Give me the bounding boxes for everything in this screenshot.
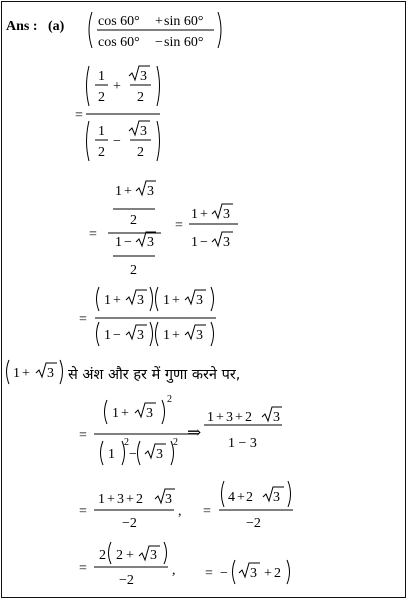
minus-sign: − — [113, 134, 121, 149]
equals-sign: = — [89, 227, 97, 242]
numerator-sin: sin 60° — [164, 14, 204, 29]
sqrt-radicand: 3 — [223, 207, 230, 222]
equals-sign: = — [79, 561, 87, 576]
sqrt-radicand: 3 — [250, 566, 257, 581]
paren-right — [150, 287, 153, 311]
minus-sign: − — [200, 235, 208, 250]
half-numerator: 1 — [98, 124, 105, 139]
sqrt-radicand: 3 — [196, 293, 203, 308]
implies-arrow: ⇒ — [187, 423, 202, 442]
one: 1 — [207, 410, 214, 425]
plus-sign: + — [107, 492, 115, 507]
paren-right — [218, 12, 221, 48]
sqrt-radicand: 3 — [137, 293, 144, 308]
minus-sign: − — [220, 566, 228, 581]
two: 2 — [136, 492, 143, 507]
numerator-plus: + — [155, 14, 163, 29]
comma: , — [178, 504, 182, 519]
two: 2 — [274, 566, 281, 581]
sqrt-radicand: 3 — [223, 235, 230, 250]
paren-right — [211, 322, 214, 346]
equals-sign: = — [203, 504, 211, 519]
sqrt-radicand: 3 — [47, 366, 54, 381]
exponent: 2 — [167, 394, 172, 405]
three: 3 — [226, 410, 233, 425]
sqrt-radicand: 3 — [273, 490, 280, 505]
sqrt-radicand: 3 — [156, 447, 163, 462]
two: 2 — [246, 490, 253, 505]
plus-sign: + — [172, 293, 180, 308]
ans-text: Ans : — [6, 19, 38, 34]
plus-sign: + — [22, 366, 30, 381]
paren-left — [97, 322, 100, 346]
sqrt-radicand: 3 — [165, 492, 172, 507]
paren-right — [164, 542, 167, 564]
sqrt-radicand: 3 — [140, 124, 147, 139]
minus-sign: − — [124, 235, 132, 250]
denominator-minus: − — [155, 35, 163, 50]
equals-sign: = — [79, 312, 87, 327]
one: 1 — [115, 235, 122, 250]
minus-sign: − — [129, 447, 137, 462]
equals-sign: = — [75, 108, 83, 123]
paren-left — [233, 560, 236, 584]
one: 1 — [191, 207, 198, 222]
sqrt-radicand: 3 — [196, 328, 203, 343]
paren-right — [287, 560, 290, 584]
paren-left — [87, 121, 90, 161]
paren-right — [157, 66, 160, 106]
denominator-two: 2 — [137, 90, 144, 105]
exponent: 2 — [124, 437, 129, 448]
one: 1 — [112, 406, 119, 421]
denominator-cos: cos 60° — [98, 35, 140, 50]
one: 1 — [108, 447, 115, 462]
sqrt-radicand: 3 — [147, 184, 154, 199]
sqrt-radicand: 3 — [273, 410, 280, 425]
comma: , — [172, 563, 176, 578]
coefficient: 2 — [99, 548, 106, 563]
half-denominator: 2 — [98, 90, 105, 105]
plus-sign: + — [237, 490, 245, 505]
equals-sign: = — [79, 504, 87, 519]
plus-sign: + — [113, 79, 121, 94]
paren-right — [162, 400, 165, 424]
three: 3 — [117, 492, 124, 507]
one: 1 — [163, 328, 170, 343]
math-text — [13, 14, 281, 588]
four: 4 — [228, 490, 235, 505]
equals-sign: = — [205, 566, 213, 581]
paren-left — [87, 66, 90, 106]
paren-left — [156, 322, 159, 346]
plus-sign: + — [113, 293, 121, 308]
paren-left — [109, 542, 112, 564]
one: 1 — [13, 366, 20, 381]
sqrt-radicand: 3 — [140, 69, 147, 84]
sqrt-radicand: 3 — [150, 548, 157, 563]
sqrt-radicand: 3 — [146, 406, 153, 421]
half-numerator: 1 — [98, 69, 105, 84]
denominator-two: 2 — [130, 263, 137, 278]
two: 2 — [116, 548, 123, 563]
denominator-sin: sin 60° — [164, 35, 204, 50]
two: 2 — [245, 410, 252, 425]
plus-sign: + — [126, 548, 134, 563]
numerator-cos: cos 60° — [98, 14, 140, 29]
minus-sign: − — [113, 328, 121, 343]
equals-sign: = — [175, 218, 183, 233]
paren-right — [150, 322, 153, 346]
denominator: −2 — [119, 573, 134, 588]
one: 1 — [104, 328, 111, 343]
one: 1 — [115, 184, 122, 199]
denominator: 1 − 3 — [228, 436, 257, 451]
one: 1 — [163, 293, 170, 308]
paren-right — [157, 121, 160, 161]
sqrt-radicand: 3 — [147, 235, 154, 250]
denominator: −2 — [122, 516, 137, 531]
equals-sign: = — [79, 428, 87, 443]
paren-left — [138, 441, 141, 465]
one: 1 — [191, 235, 198, 250]
plus-sign: + — [235, 410, 243, 425]
plus-sign: + — [172, 328, 180, 343]
paren-left — [156, 287, 159, 311]
plus-sign: + — [121, 406, 129, 421]
paren-left — [97, 287, 100, 311]
plus-sign: + — [124, 184, 132, 199]
paren-right — [211, 287, 214, 311]
plus-sign: + — [264, 566, 272, 581]
paren-left — [105, 400, 108, 424]
paren-left — [222, 481, 225, 507]
denominator-two: 2 — [137, 145, 144, 160]
option-text: (a) — [48, 19, 65, 34]
hindi-instruction: से अंश और हर में गुणा करने पर, — [68, 367, 241, 383]
half-denominator: 2 — [98, 145, 105, 160]
paren-left — [7, 360, 10, 384]
paren-right — [60, 360, 63, 384]
exponent: 2 — [173, 437, 178, 448]
sqrt-radicand: 3 — [137, 328, 144, 343]
plus-sign: + — [216, 410, 224, 425]
plus-sign: + — [126, 492, 134, 507]
plus-sign: + — [200, 207, 208, 222]
paren-right — [288, 481, 291, 507]
paren-left — [89, 12, 92, 48]
paren-left — [101, 441, 104, 465]
one: 1 — [104, 293, 111, 308]
one: 1 — [98, 492, 105, 507]
denominator-two: 2 — [130, 213, 137, 228]
denominator: −2 — [246, 516, 261, 531]
